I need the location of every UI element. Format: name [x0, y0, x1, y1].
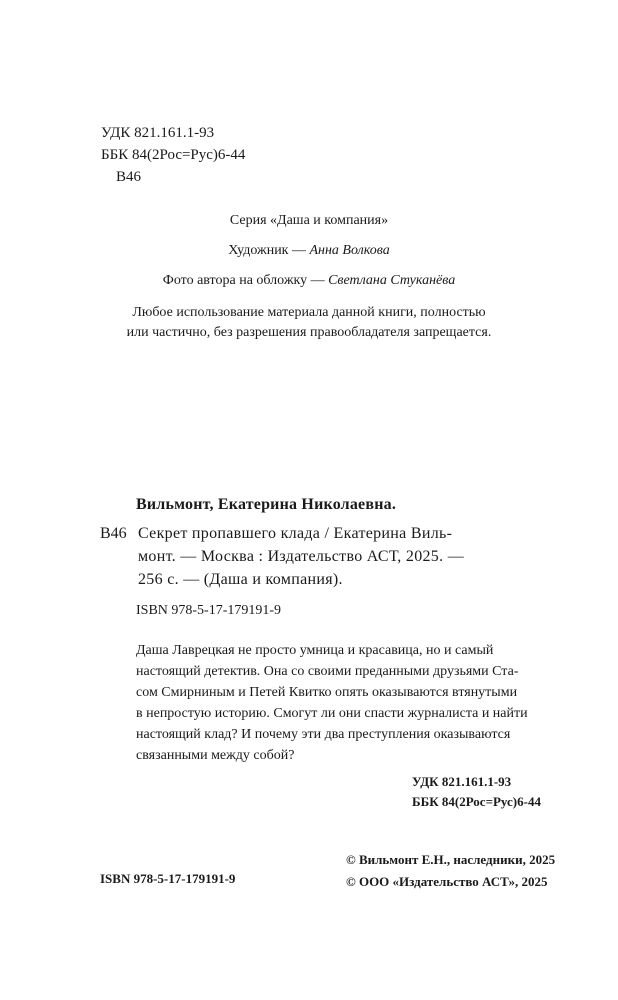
bibliographic-author: Вильмонт, Екатерина Николаевна.	[136, 496, 397, 513]
photo-name: Светлана Стуканёва	[328, 273, 456, 288]
notice-line: Любое использование материала данной книги, полностью	[132, 305, 486, 320]
isbn-bottom: ISBN 978-5-17-179191-9	[100, 871, 236, 886]
description-line: монт. — Москва : Издательство АСТ, 2025. —	[138, 548, 464, 565]
description-line: Секрет пропавшего клада / Екатерина Виль-	[138, 525, 453, 542]
classification-codes-top	[101, 122, 245, 188]
annotation-line: настоящий детектив. Она со своими преданными друзьями Ста-	[136, 664, 519, 679]
bibliographic-mark: В46	[100, 525, 127, 542]
bbk-code-bottom: ББК 84(2Рос=Рус)6-44	[412, 794, 541, 809]
author-mark: В46	[116, 169, 142, 185]
annotation	[136, 640, 528, 766]
photo-label: Фото автора на обложку —	[162, 273, 329, 288]
photo-credit	[0, 273, 618, 289]
copyright-notice	[0, 303, 618, 343]
annotation-line: сом Смирниным и Петей Квитко опять оказываются втянутыми	[136, 685, 518, 700]
description-line: 256 с. — (Даша и компания).	[138, 571, 343, 588]
annotation-line: связанными между собой?	[136, 748, 295, 763]
udk-code: УДК 821.161.1-93	[101, 125, 215, 141]
copyright-block	[346, 849, 555, 893]
classification-codes-bottom	[412, 772, 541, 812]
annotation-line: Даша Лаврецкая не просто умница и красавица, но и самый	[136, 643, 494, 658]
annotation-line: настоящий клад? И почему эти два преступления оказываются	[136, 727, 511, 742]
artist-credit	[0, 243, 618, 259]
copyright-publisher: © ООО «Издательство АСТ», 2025	[346, 874, 548, 889]
udk-code-bottom: УДК 821.161.1-93	[412, 774, 512, 789]
artist-label: Художник —	[228, 243, 310, 258]
copyright-author: © Вильмонт Е.Н., наследники, 2025	[346, 852, 556, 867]
series-line: Серия «Даша и компания»	[229, 213, 389, 228]
annotation-line: в непростую историю. Смогут ли они спасти журналиста и найти	[136, 706, 528, 721]
bibliographic-description	[138, 522, 559, 591]
isbn-record: ISBN 978-5-17-179191-9	[136, 603, 282, 618]
bbk-code: ББК 84(2Рос=Рус)6-44	[101, 147, 246, 163]
artist-name: Анна Волкова	[309, 243, 390, 258]
notice-line: или частично, без разрешения правообладателя запрещается.	[126, 325, 492, 340]
